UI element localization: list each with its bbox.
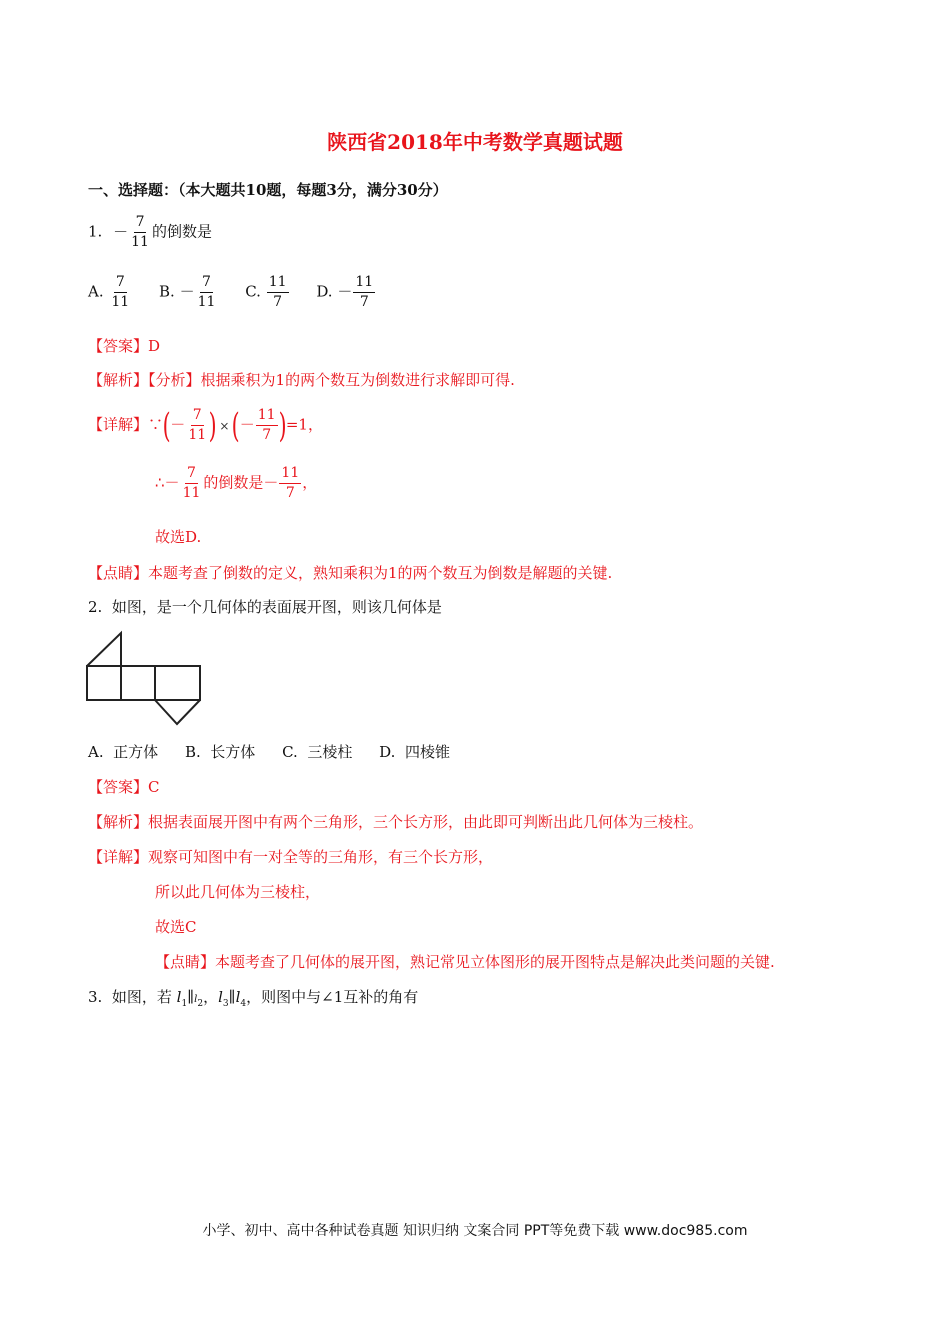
q2-detail-2: 所以此几何体为三棱柱， [155, 883, 321, 901]
q1-option-c: C. $\frac{11}{7}$ [245, 274, 287, 310]
q2-analysis: 【解析】根据表面展开图中有两个三角形，三个长方形，由此即可判断出此几何体为三棱柱。 [88, 813, 704, 831]
net-rect-3 [155, 666, 200, 700]
q1-option-b: B. － $\frac{7}{11}$ [159, 274, 216, 310]
net-triangle-top [87, 633, 121, 666]
q2-answer: 【答案】C [88, 778, 160, 796]
q1-option-d: D. － $\frac{11}{7}$ [316, 274, 374, 310]
q1-therefore: ∴－ $\frac{7}{11}$ 的倒数是－ $\frac{11}{7}$ ， [155, 465, 318, 501]
page-title: 陕西省2018年中考数学真题试题 [327, 130, 623, 154]
q2-comment: 【点睛】本题考查了几何体的展开图，熟记常见立体图形的展开图特点是解决此类问题的关键. [155, 953, 775, 971]
q2-stem: 2. 如图，是一个几何体的表面展开图，则该几何体是 [88, 598, 442, 616]
q2-option-c: C. 三棱柱 [282, 743, 353, 761]
q1-options [88, 274, 398, 311]
q1-minus: － [113, 222, 129, 241]
page-footer: 小学、初中、高中各种试卷真题 知识归纳 文案合同 PPT等免费下载 www.doc985.com [202, 1223, 748, 1239]
q1-choose: 故选D. [155, 528, 202, 546]
q1-stem [88, 214, 212, 251]
q1-comment: 【点睛】本题考查了倒数的定义，熟知乘积为1的两个数互为倒数是解题的关键. [88, 564, 613, 582]
q1-detail: 【详解】∵(－ $\frac{7}{11}$ ) ×(－ $\frac{11}{7}$ )=1， [88, 405, 323, 446]
q1-analysis: 【解析】【分析】根据乘积为1的两个数互为倒数进行求解即可得. [88, 371, 515, 389]
net-triangle-bottom [155, 700, 200, 724]
q1-stem-text: 的倒数是 [151, 222, 212, 241]
q3-stem: 3. 如图，若 $l_1\parallel l_2$，$l_3\parallel l_4$，则图中与∠1互补的角有 [88, 988, 419, 1009]
q2-option-b: B. 长方体 [184, 743, 256, 761]
section-heading: 一、选择题：（本大题共10题，每题3分，满分30分） [88, 181, 448, 199]
triangular-prism-net-figure [82, 628, 207, 728]
q1-fraction: $\frac{7}{11}$ [131, 214, 149, 250]
q2-option-a: A. 正方体 [88, 743, 159, 761]
q1-answer: 【答案】D [88, 337, 161, 355]
q2-options [88, 742, 472, 762]
q2-detail: 【详解】观察可知图中有一对全等的三角形，有三个长方形， [88, 848, 494, 866]
net-rect-1 [87, 666, 121, 700]
q2-option-d: D. 四棱锥 [379, 743, 450, 761]
q1-number: 1. [88, 222, 103, 241]
q2-choose: 故选C [155, 918, 197, 936]
q1-option-a: A. $\frac{7}{11}$ [88, 274, 130, 310]
net-rect-2 [121, 666, 155, 700]
